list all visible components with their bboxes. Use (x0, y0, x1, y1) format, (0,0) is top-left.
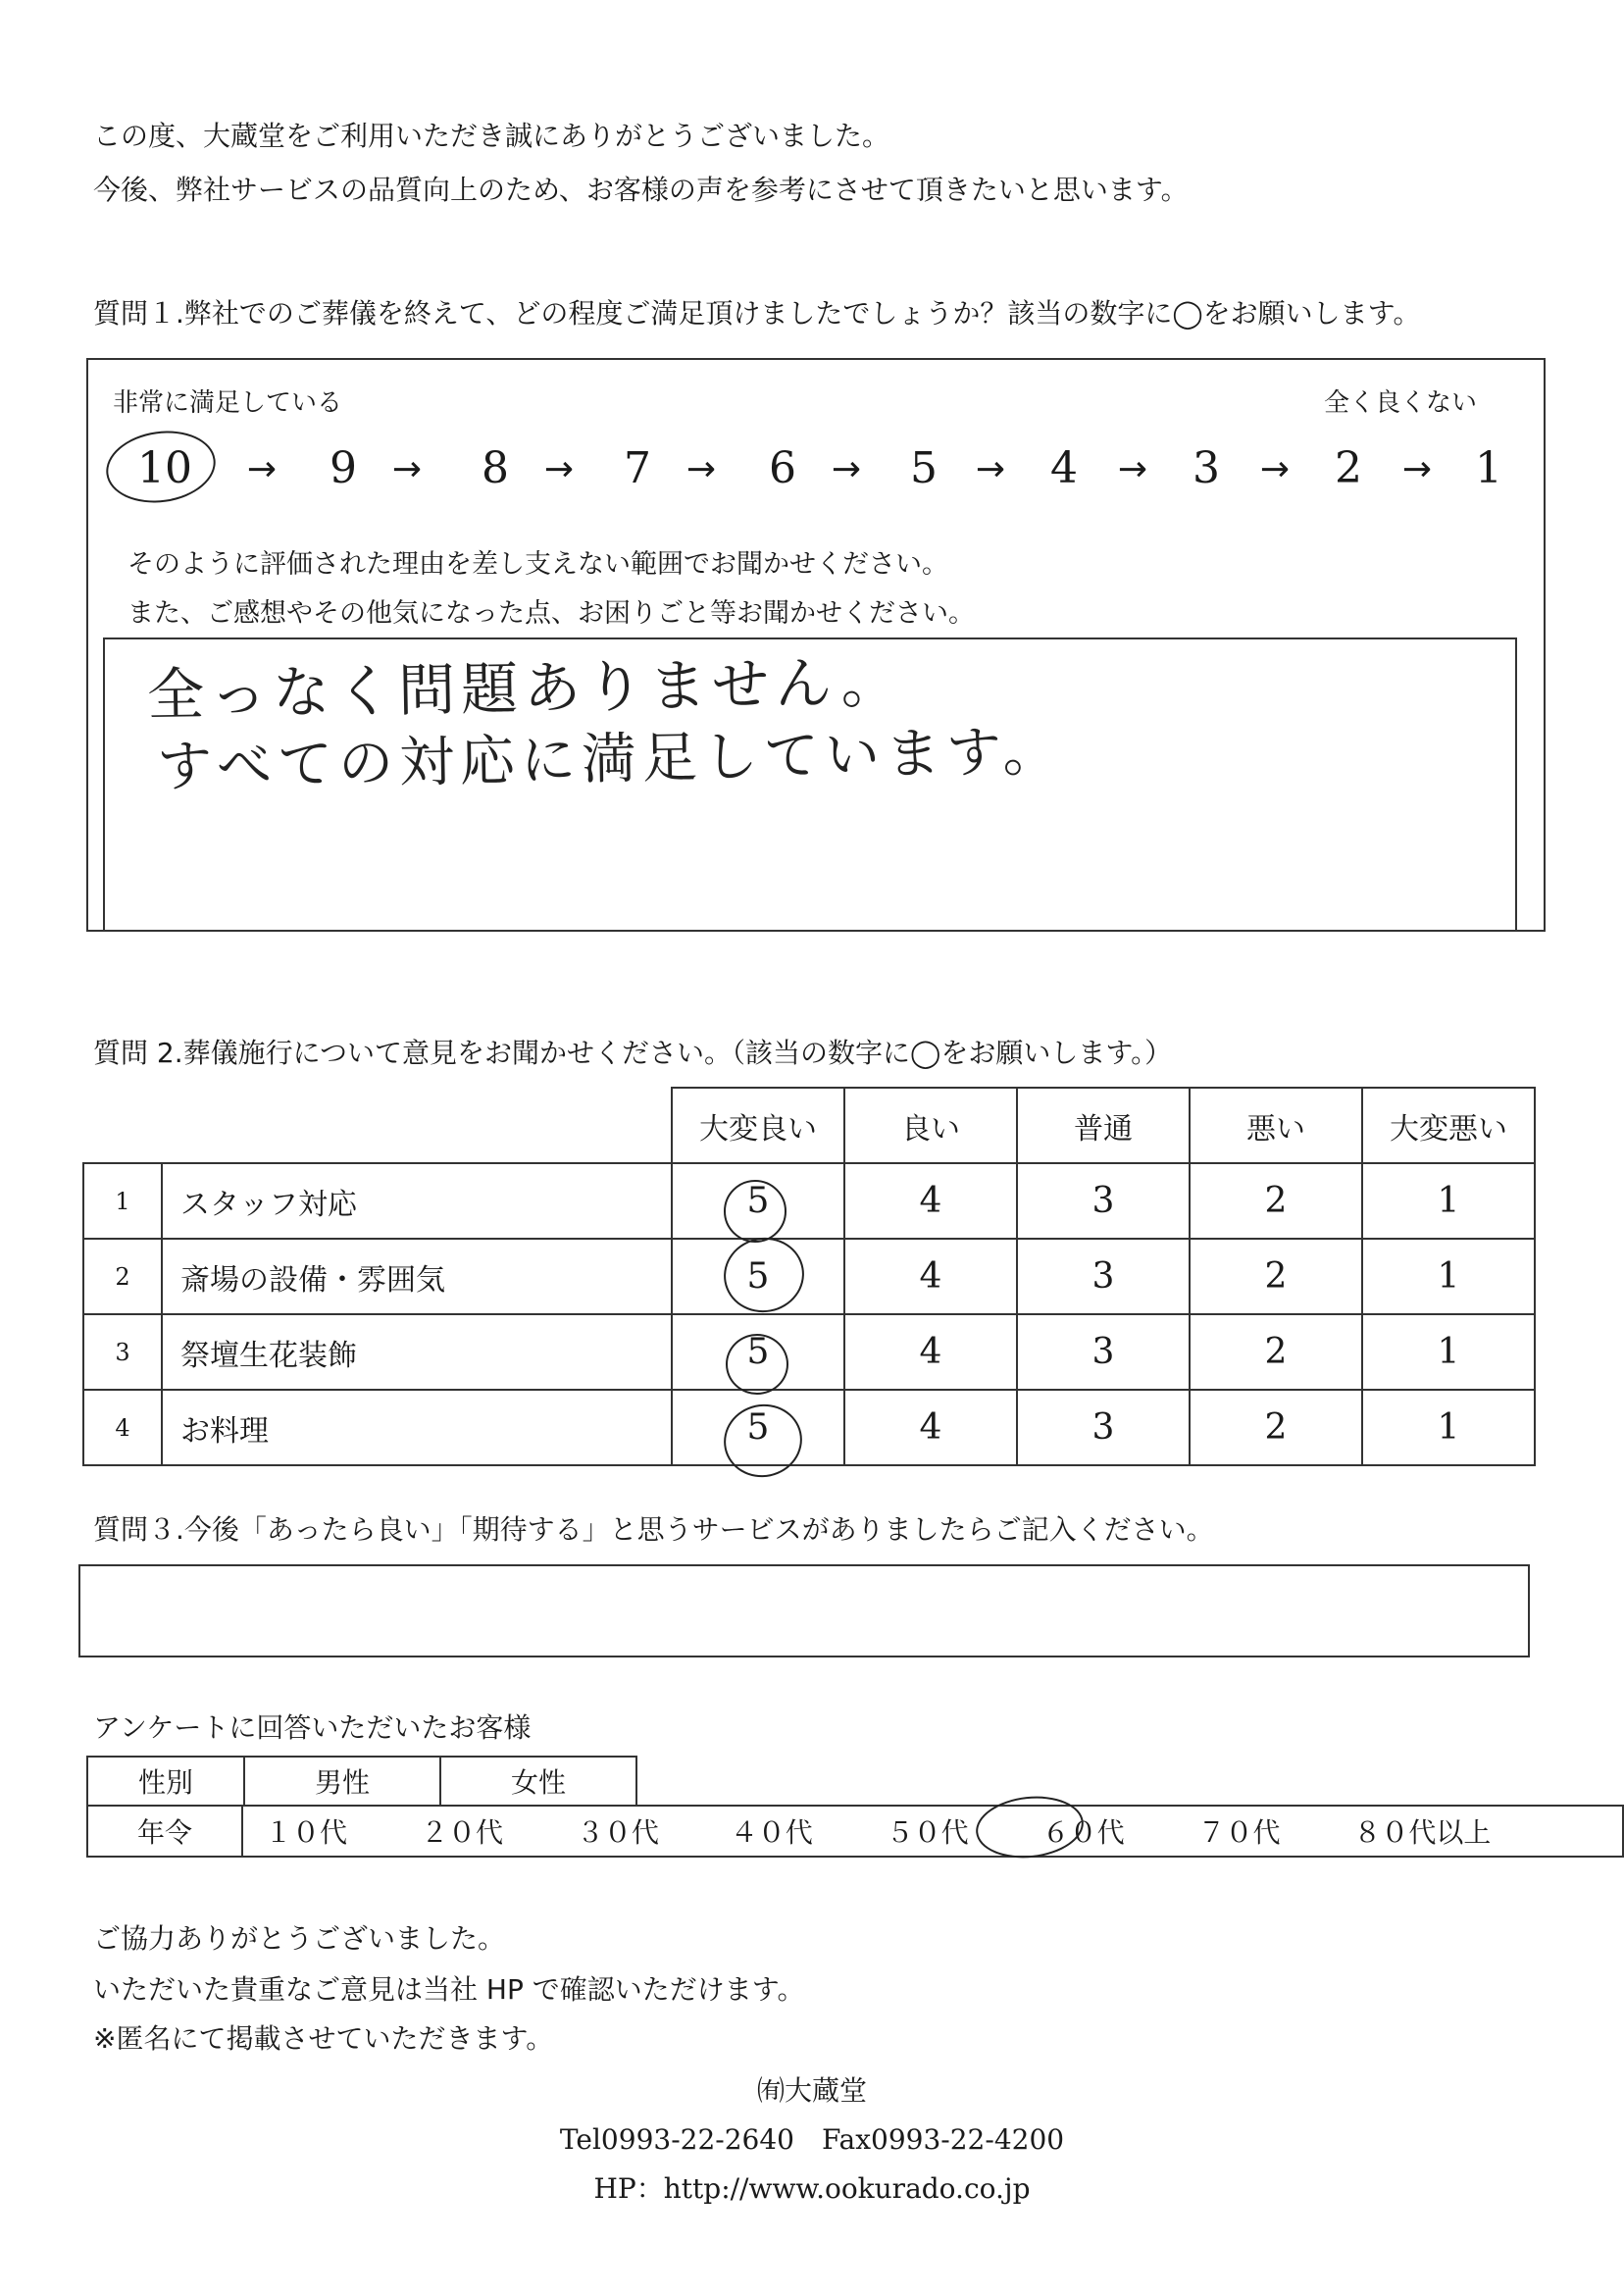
company-contact: Tel0993-22-2640 Fax0993-22-4200 (559, 2123, 1065, 2156)
respondent-title: アンケートに回答いただいたお客様 (93, 1711, 532, 1744)
rating-option[interactable]: 2 (1190, 1314, 1362, 1390)
age-option[interactable]: ７０代 (1197, 1816, 1281, 1849)
intro-line-2: 今後、弊社サービスの品質向上のため、お客様の声を参考にさせて頂きたいと思います。 (93, 174, 1189, 206)
rating-option[interactable]: 4 (844, 1390, 1017, 1465)
row-item: スタッフ対応 (162, 1163, 672, 1239)
rating-option[interactable]: 3 (1017, 1239, 1190, 1314)
rating-option[interactable]: 3 (1017, 1163, 1190, 1239)
scale-arrow: → (391, 449, 423, 489)
table-row (83, 1239, 1535, 1314)
row-index: 1 (83, 1163, 162, 1239)
table-row (83, 1163, 1535, 1239)
table-row (83, 1314, 1535, 1390)
q1-left-label: 非常に満足している (113, 388, 343, 418)
col-header-very-good: 大変良い (672, 1088, 844, 1163)
scale-arrow: → (543, 449, 575, 489)
scale-arrow: → (246, 449, 278, 489)
col-header-normal: 普通 (1017, 1088, 1190, 1163)
rating-option[interactable]: 5 (672, 1390, 844, 1465)
rating-option[interactable]: 2 (1190, 1239, 1362, 1314)
rating-option[interactable]: 5 (672, 1239, 844, 1314)
col-header-very-bad: 大変悪い (1362, 1088, 1535, 1163)
table-row (83, 1390, 1535, 1465)
age-option[interactable]: １０代 (265, 1816, 348, 1849)
rating-option[interactable]: 5 (672, 1314, 844, 1390)
scale-option-4[interactable]: 4 (1050, 443, 1078, 493)
scale-arrow: → (685, 449, 717, 489)
scale-arrow: → (1401, 449, 1433, 489)
age-option[interactable]: ４０代 (730, 1816, 813, 1849)
scale-arrow: → (975, 449, 1006, 489)
intro-line-1: この度、大蔵堂をご利用いただき誠にありがとうございました。 (93, 120, 890, 152)
q1-question: 質問１.弊社でのご葬儀を終えて、どの程度ご満足頂けましたでしょうか？該当の数字に◯をお願いします。 (93, 297, 1421, 330)
row-item: 斎場の設備・雰囲気 (162, 1239, 672, 1314)
gender-option-female[interactable]: 女性 (440, 1757, 636, 1806)
gender-table (86, 1756, 637, 1807)
company-hp-link[interactable]: HP：http://www.ookurado.co.jp (593, 2172, 1031, 2205)
age-options (242, 1806, 1623, 1857)
col-header-bad: 悪い (1190, 1088, 1362, 1163)
scale-option-3[interactable]: 3 (1193, 443, 1220, 493)
age-option[interactable]: ８０代以上 (1353, 1816, 1492, 1849)
rating-option[interactable]: 4 (844, 1314, 1017, 1390)
q1-answer-line-1: 全っなく問題ありません。 (146, 648, 905, 729)
rating-option[interactable]: 2 (1190, 1390, 1362, 1465)
rating-option[interactable]: 1 (1362, 1163, 1535, 1239)
rating-option[interactable]: 3 (1017, 1390, 1190, 1465)
rating-option[interactable]: 1 (1362, 1314, 1535, 1390)
q1-reason-prompt-2: また、ご感想やその他気になった点、お困りごと等お聞かせください。 (127, 598, 975, 629)
q3-answer-box[interactable] (78, 1564, 1530, 1657)
q1-right-label: 全く良くない (1324, 388, 1478, 418)
scale-option-1[interactable]: 1 (1475, 443, 1502, 493)
age-option[interactable]: ６０代 (1041, 1816, 1125, 1849)
scale-option-9[interactable]: 9 (330, 443, 357, 493)
scale-arrow: → (831, 449, 862, 489)
gender-option-male[interactable]: 男性 (244, 1757, 440, 1806)
scale-option-7[interactable]: 7 (624, 443, 651, 493)
gender-label: 性別 (87, 1757, 244, 1806)
selected-circle-mark (724, 1180, 787, 1243)
scale-option-8[interactable]: 8 (482, 443, 509, 493)
q2-question: 質問 2.葬儀施行について意見をお聞かせください。（該当の数字に◯をお願いします。） (93, 1037, 1173, 1069)
rating-option[interactable]: 4 (844, 1163, 1017, 1239)
scale-arrow: → (1117, 449, 1148, 489)
rating-option[interactable]: 3 (1017, 1314, 1190, 1390)
scale-option-5[interactable]: 5 (910, 443, 938, 493)
row-index: 3 (83, 1314, 162, 1390)
col-header-good: 良い (844, 1088, 1017, 1163)
rating-option[interactable]: 5 (672, 1163, 844, 1239)
scale-option-10[interactable]: 10 (137, 443, 192, 493)
selected-circle-mark (726, 1334, 788, 1395)
rating-option[interactable]: 2 (1190, 1163, 1362, 1239)
scale-arrow: → (1259, 449, 1291, 489)
closing-line-2: いただいた貴重なご意見は当社 HP で確認いただけます。 (93, 1973, 805, 2006)
age-option[interactable]: ５０代 (886, 1816, 969, 1849)
age-option[interactable]: ３０代 (576, 1816, 659, 1849)
closing-line-3: ※匿名にて掲載させていただきます。 (93, 2022, 554, 2055)
rating-option[interactable]: 1 (1362, 1390, 1535, 1465)
scale-option-2[interactable]: 2 (1335, 443, 1362, 493)
closing-line-1: ご協力ありがとうございました。 (93, 1922, 506, 1955)
row-item: 祭壇生花装飾 (162, 1314, 672, 1390)
row-index: 2 (83, 1239, 162, 1314)
company-name: ㈲大蔵堂 (756, 2074, 867, 2107)
rating-option[interactable]: 1 (1362, 1239, 1535, 1314)
age-option[interactable]: ２０代 (420, 1816, 503, 1849)
q1-reason-prompt-1: そのように評価された理由を差し支えない範囲でお聞かせください。 (127, 549, 948, 580)
q2-table (82, 1087, 1536, 1466)
row-index: 4 (83, 1390, 162, 1465)
scale-option-6[interactable]: 6 (769, 443, 796, 493)
age-table (86, 1805, 1624, 1858)
row-item: お料理 (162, 1390, 672, 1465)
age-label: 年令 (87, 1806, 242, 1857)
rating-option[interactable]: 4 (844, 1239, 1017, 1314)
q3-question: 質問３.今後「あったら良い」「期待する」と思うサービスがありましたらご記入ください。 (93, 1513, 1214, 1546)
q1-answer-line-2: すべての対応に満足しています。 (156, 719, 1064, 800)
